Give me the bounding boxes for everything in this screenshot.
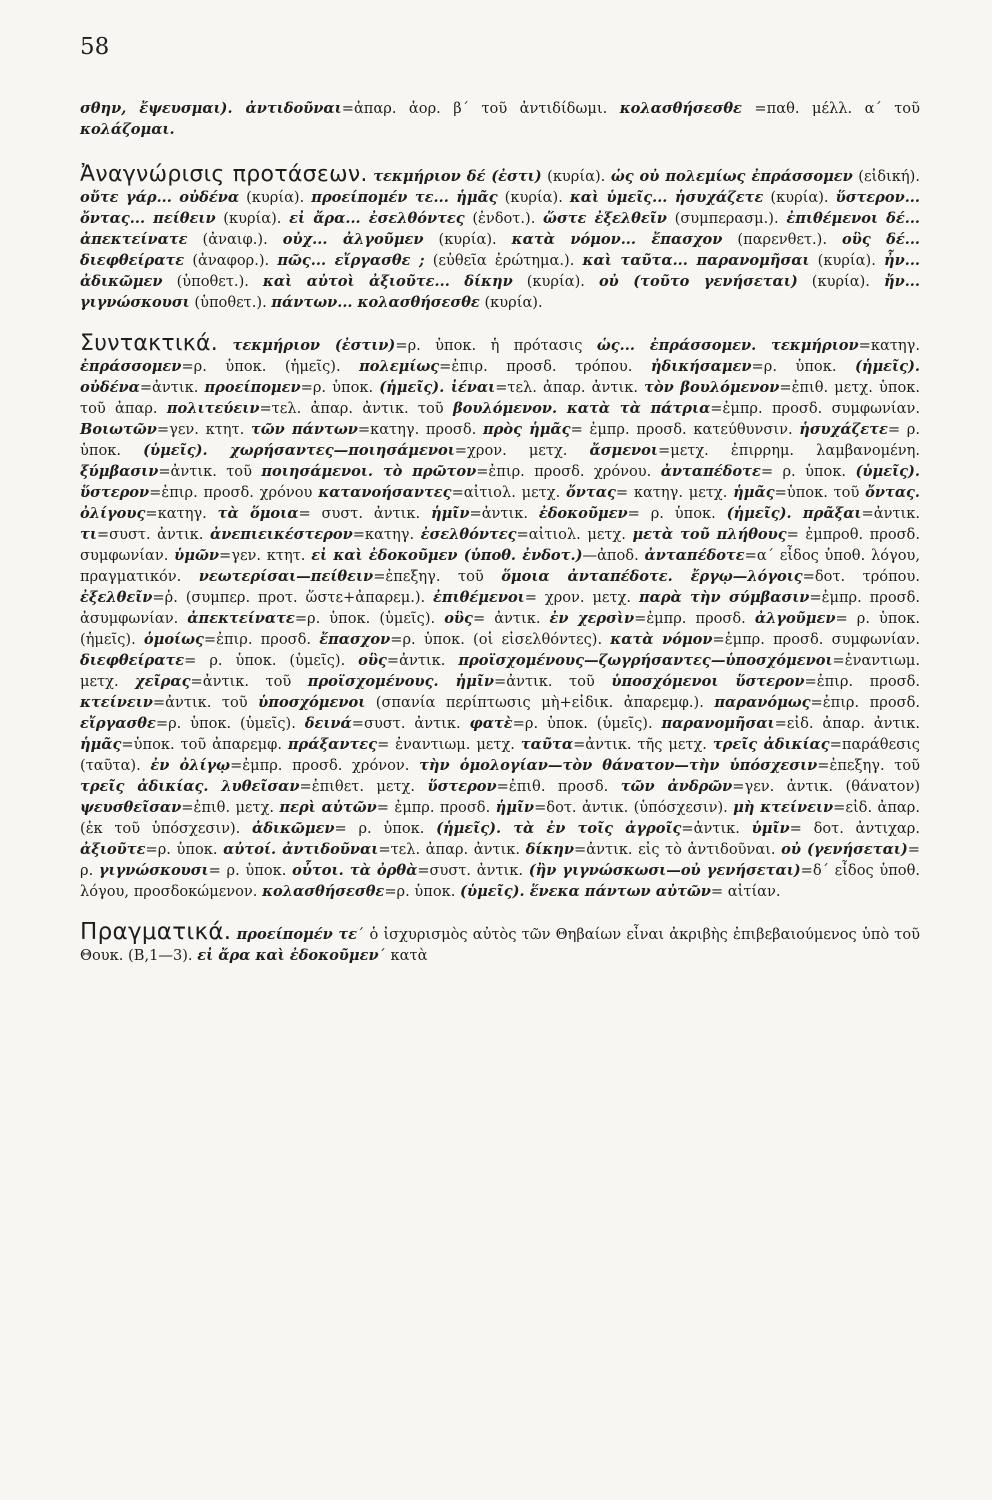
- grammar-note: =ρ. ὑποκ.: [751, 358, 855, 375]
- greek-term: ἐπιθέμενοι δέ... ἀπεκτείνατε: [80, 210, 920, 248]
- grammar-note: = ρ. ὑποκ.: [80, 421, 920, 459]
- grammar-note: =γεν. κτητ.: [219, 547, 312, 564]
- greek-term: ὑποσχόμενοι: [258, 694, 366, 711]
- greek-term: πολεμίως: [359, 358, 440, 375]
- grammar-note: = ἐμπρ. προσδ. κατεύθυνσιν.: [570, 421, 800, 438]
- grammar-note: =ρ. ὑποκ. (ὑμεῖς).: [155, 715, 305, 732]
- grammar-note: =ρ. ὑποκ.: [384, 883, 461, 900]
- grammar-note: =ἀντικ.: [386, 652, 459, 669]
- greek-term: κατὰ νόμον: [610, 631, 713, 648]
- greek-term: καὶ ὑμεῖς... ἡσυχάζετε: [569, 189, 764, 206]
- grammar-note: =ἐμπρ. προσδ. συμφωνίαν.: [710, 400, 920, 417]
- grammar-note: —ἀποδ.: [582, 547, 645, 564]
- grammar-note: (ἀναφορ.).: [184, 252, 278, 269]
- grammar-note: =ῥ. (συμπερ. προτ. ὥστε+ἀπαρεμ.).: [152, 589, 434, 606]
- greek-term: κολασθήσεσθε: [262, 883, 385, 900]
- greek-term: ὑμῖν: [751, 820, 790, 837]
- grammar-note: =αἰτιολ. μετχ.: [451, 484, 567, 501]
- grammar-note: =δοτ. τρόπου.: [802, 568, 920, 585]
- greek-term: ἀξιοῦτε: [80, 841, 146, 858]
- grammar-note: =τελ. ἀπαρ. ἀντικ.: [495, 379, 645, 396]
- greek-term: τρεῖς ἀδικίας. λυθεῖσαν: [80, 778, 300, 795]
- greek-term: οὔτε γάρ... οὐδένα: [80, 189, 240, 206]
- grammar-note: (συμπερασμ.).: [666, 210, 787, 227]
- greek-term: τὰ ὅμοια: [217, 505, 299, 522]
- greek-term: ἔπασχον: [319, 631, 391, 648]
- grammar-note: = αἰτίαν.: [710, 883, 781, 900]
- greek-term: εἰ ἄρα... ἐσελθόντες: [289, 210, 465, 227]
- greek-term: ἀντιδοῦναι: [245, 100, 342, 117]
- greek-term: ὄντας. ὀλίγους: [80, 484, 921, 522]
- greek-term: ἐπιθέμενοι: [433, 589, 525, 606]
- greek-term: πῶς... εἴργασθε ;: [277, 252, 425, 269]
- document-body: [80, 98, 920, 966]
- greek-term: προϊσχομένους. ἡμῖν: [307, 673, 495, 690]
- grammar-note: (παρενθετ.).: [722, 231, 842, 248]
- greek-term: ὕστερον: [427, 778, 497, 795]
- greek-term: οὐ (τοῦτο γενήσεται): [598, 273, 798, 290]
- greek-term: (ἡμεῖς). ἰέναι: [379, 379, 496, 396]
- greek-term: ἐδοκοῦμεν: [538, 505, 628, 522]
- greek-term: τεκμήριον (ἐστιν): [232, 337, 396, 354]
- greek-term: ψευσθεῖσαν: [80, 799, 182, 816]
- grammar-note: =εἰδ. ἀπαρ. ἀντικ.: [774, 715, 921, 732]
- greek-term: ἄσμενοι: [589, 442, 658, 459]
- greek-term: εἰ καὶ ἐδοκοῦμεν (ὑποθ. ἐνδοτ.): [311, 547, 583, 564]
- greek-term: κατὰ νόμον... ἔπασχον: [511, 231, 723, 248]
- section-heading: Ἀναγνώρισις προτάσεων.: [80, 162, 368, 187]
- greek-term: μετὰ τοῦ πλήθους: [632, 526, 787, 543]
- greek-term: πολιτεύειν: [166, 400, 260, 417]
- greek-term: κατανοήσαντες: [318, 484, 452, 501]
- greek-term: προείπομέν τε... ἡμᾶς: [311, 189, 498, 206]
- grammar-note: = συστ. ἀντικ.: [298, 505, 431, 522]
- greek-term: προϊσχομένους: [458, 652, 585, 669]
- greek-term: ὥστε ἐξελθεῖν: [543, 210, 667, 227]
- paragraph-2: [80, 333, 920, 902]
- grammar-note: =ἀντικ. τοῦ: [158, 463, 262, 480]
- grammar-note: =ἀντικ.: [139, 379, 205, 396]
- greek-term: σθην,: [80, 100, 140, 117]
- grammar-note: =συστ. ἀντικ.: [417, 862, 529, 879]
- grammar-note: =εἰδ. ἀπαρ.(ἐκ τοῦ ὑπόσχεσιν).: [80, 799, 920, 837]
- greek-term: κτείνειν: [80, 694, 153, 711]
- grammar-note: (κυρία).: [512, 273, 599, 290]
- greek-term: ὡς οὐ πολεμίως ἐπράσσομεν: [610, 168, 853, 185]
- greek-term: ὡς... ἐπράσσομεν. τεκμήριον: [596, 337, 859, 354]
- grammar-note: =αἰτιολ. μετχ.: [516, 526, 633, 543]
- grammar-note: = ρ. ὑποκ. (ὑμεῖς).: [184, 652, 359, 669]
- greek-term: τι: [80, 526, 97, 543]
- greek-term: ὁμοίως: [143, 631, 204, 648]
- greek-term: τῶν ἀνδρῶν: [620, 778, 733, 795]
- greek-term: ἐσελθόντες: [420, 526, 517, 543]
- grammar-note: =γεν. ἀντικ. (θάνατον): [732, 778, 921, 795]
- grammar-note: =ἀντικ. εἰς τὸ ἀντιδοῦναι.: [574, 841, 782, 858]
- grammar-note: =δ΄ εἶδος ὑποθ. λόγου, προσδοκώμενον.: [80, 862, 921, 900]
- greek-term: (ὑμεῖς). ὕστερον: [80, 463, 921, 501]
- section-heading: Πραγματικά.: [80, 919, 232, 945]
- grammar-note: ΄ ὁ ἰσχυρισμὸς αὐτὸς τῶν Θηβαίων εἶναι ἀκριβὴς ἐπιβεβαιούμενος ὑπὸ τοῦ Θουκ. (Β,1—3).: [80, 926, 921, 964]
- greek-term: ποιησάμενοι. τὸ πρῶτον: [261, 463, 477, 480]
- greek-term: δίκην: [525, 841, 575, 858]
- grammar-note: (ἀναιφ.).: [187, 231, 283, 248]
- greek-term: ἡμᾶς: [733, 484, 775, 501]
- grammar-note: = ρ. ὑποκ.: [334, 820, 437, 837]
- greek-term: Βοιωτῶν: [80, 421, 157, 438]
- greek-term: (ὑμεῖς). χωρήσαντες: [143, 442, 334, 459]
- grammar-note: =ἐμπρ. προσδ. ἀσυμφωνίαν.: [80, 589, 920, 627]
- grammar-note: =ἐπιθ. μετχ.: [181, 799, 280, 816]
- grammar-note: =ἐμπρ. προσδ. συμφωνίαν.: [712, 631, 920, 648]
- greek-term: (ὑμεῖς). ἕνεκα πάντων αὐτῶν: [460, 883, 711, 900]
- greek-term: (ἡμεῖς). πρᾶξαι: [726, 505, 862, 522]
- greek-term: πράξαντες: [287, 736, 378, 753]
- grammar-note: =κατηγ.: [352, 526, 421, 543]
- greek-term: ἀνταπέδοτε: [644, 547, 745, 564]
- grammar-note: =ρ. ὑποκ.: [300, 379, 380, 396]
- grammar-note: (κυρία).: [541, 168, 611, 185]
- grammar-note: =ρ. ὑποκ.: [145, 841, 224, 858]
- grammar-note: (εἰδική).: [852, 168, 920, 185]
- greek-term: τεκμήριον δέ (ἐστι): [373, 168, 542, 185]
- greek-term: ἀνταπέδοτε: [660, 463, 761, 480]
- grammar-note: = ἀντικ.: [472, 610, 550, 627]
- greek-term: —τὸν θάνατον: [547, 757, 675, 774]
- greek-term: ἐξελθεῖν: [80, 589, 153, 606]
- grammar-note: = ἐμπρ. προσδ.: [376, 799, 496, 816]
- greek-term: ἤν... γιγνώσκουσι: [80, 273, 920, 311]
- grammar-note: =ἀντικ. τοῦ: [494, 673, 612, 690]
- greek-term: εἰ ἄρα καὶ ἐδοκοῦμεν: [197, 947, 379, 964]
- greek-term: μὴ κτείνειν: [733, 799, 834, 816]
- grammar-note: =ἐναντιωμ. μετχ.: [80, 652, 920, 690]
- greek-term: ἐν ὀλίγῳ: [150, 757, 231, 774]
- greek-term: —πείθειν: [296, 568, 374, 585]
- grammar-note: =α΄ εἶδος ὑποθ. λόγου, πραγματικόν.: [80, 547, 921, 585]
- grammar-note: =ἐπιρ. προσδ. χρόνου: [149, 484, 319, 501]
- section-heading: Συντακτικά.: [80, 331, 219, 356]
- grammar-note: (σπανία περίπτωσις μὴ+εἰδικ. ἀπαρεμφ.).: [365, 694, 715, 711]
- grammar-note: (κυρία).: [763, 189, 836, 206]
- greek-term: ἀνεπιεικέστερον: [209, 526, 353, 543]
- grammar-note: =ρ. ὑποκ. (ἡμεῖς).: [181, 358, 360, 375]
- greek-term: διεφθείρατε: [80, 652, 185, 669]
- greek-term: δεινά: [304, 715, 352, 732]
- page-number: 58: [80, 34, 110, 60]
- greek-term: κολασθήσεσθε: [619, 100, 742, 117]
- greek-term: τῶν πάντων: [250, 421, 358, 438]
- grammar-note: =ἐπιθ. μετχ. ὑποκ. τοῦ ἀπαρ.: [80, 379, 920, 417]
- grammar-note: =ἐπιρ. προσδ.: [810, 694, 920, 711]
- greek-term: πρὸς ἡμᾶς: [482, 421, 571, 438]
- grammar-note: =ἐπιρ. προσδ. τρόπου.: [439, 358, 651, 375]
- greek-term: ἐν χερσὶν: [549, 610, 635, 627]
- greek-term: τρεῖς ἀδικίας: [712, 736, 830, 753]
- greek-term: ὄντας: [566, 484, 616, 501]
- grammar-note: =ρ. ὑποκ. (ὑμεῖς).: [294, 610, 445, 627]
- greek-term: ὕστερον... ὄντας... πείθειν: [80, 189, 920, 227]
- greek-term: ἀδικῶμεν: [251, 820, 335, 837]
- grammar-note: (κυρία).: [423, 231, 512, 248]
- grammar-note: ΄ κατὰ: [378, 947, 428, 964]
- greek-term: (ἢν γιγνώσκωσι: [528, 862, 667, 879]
- grammar-note: = κατηγ. μετχ.: [615, 484, 734, 501]
- grammar-note: =ὑποκ. τοῦ: [774, 484, 866, 501]
- grammar-note: = ρ.: [80, 841, 921, 879]
- grammar-note: (κυρία).: [797, 273, 884, 290]
- grammar-note: =ἐπιρ. προσδ.: [804, 673, 920, 690]
- greek-term: —λόγοις: [732, 568, 803, 585]
- grammar-note: =χρον. μετχ.: [454, 442, 590, 459]
- greek-term: ἡσυχάζετε: [799, 421, 888, 438]
- grammar-note: =γεν. κτητ.: [156, 421, 251, 438]
- greek-term: ἀπεκτείνατε: [187, 610, 295, 627]
- grammar-note: =ἐπιθ. προσδ.: [496, 778, 621, 795]
- grammar-note: =ὑποκ. τοῦ ἀπαρεμφ.: [121, 736, 288, 753]
- grammar-note: =ἀντικ. τῆς μετχ.: [573, 736, 713, 753]
- grammar-note: =παράθεσις (ταῦτα).: [80, 736, 920, 774]
- grammar-note: = δοτ. ἀντιχαρ.: [789, 820, 920, 837]
- grammar-note: =ἀντικ. τοῦ: [152, 694, 259, 711]
- grammar-note: = ἐναντιωμ. μετχ.: [377, 736, 521, 753]
- greek-term: —ποιησάμενοι: [333, 442, 455, 459]
- paragraph-0: [80, 98, 920, 140]
- grammar-note: =ρ. ὑποκ. (οἱ εἰσελθόντες).: [390, 631, 611, 648]
- greek-term: πάντων... κολασθήσεσθε: [271, 294, 480, 311]
- greek-term: ἔψευσμαι).: [139, 100, 246, 117]
- greek-term: κολάζομαι.: [80, 121, 175, 138]
- grammar-note: (κυρία).: [239, 189, 312, 206]
- greek-term: ταῦτα: [520, 736, 574, 753]
- greek-term: οὓς: [358, 652, 387, 669]
- grammar-note: =ἐπεξηγ. τοῦ: [373, 568, 502, 585]
- grammar-note: =ἀντικ.: [681, 820, 752, 837]
- grammar-note: =ἐπεξηγ. τοῦ: [817, 757, 921, 774]
- grammar-note: =ἀπαρ. ἀορ. β΄ τοῦ ἀντιδίδωμι.: [341, 100, 620, 117]
- grammar-note: =ρ. ὑποκ. ἡ πρότασις: [395, 337, 597, 354]
- grammar-note: (εὐθεῖα ἐρώτημα.).: [424, 252, 583, 269]
- greek-term: τὴν ὁμολογίαν: [419, 757, 548, 774]
- grammar-note: =ρ. ὑποκ. (ὑμεῖς).: [512, 715, 662, 732]
- greek-term: ἡμῖν: [430, 505, 470, 522]
- grammar-note: =ἐπιρ. προσδ. χρόνου.: [476, 463, 661, 480]
- greek-term: καὶ ταῦτα... παρανομῆσαι: [582, 252, 810, 269]
- grammar-note: (κυρία).: [497, 189, 570, 206]
- greek-term: φατὲ: [469, 715, 513, 732]
- grammar-note: = ρ. ὑποκ. (ἡμεῖς).: [80, 610, 920, 648]
- greek-term: οὐχ... ἀλγοῦμεν: [282, 231, 424, 248]
- greek-term: οὐ (γενήσεται): [781, 841, 908, 858]
- greek-term: ἐπράσσομεν: [80, 358, 182, 375]
- greek-term: οὗτοι. τὰ ὀρθὰ: [292, 862, 418, 879]
- greek-term: ξύμβασιν: [80, 463, 159, 480]
- greek-term: (ἡμεῖς).: [436, 820, 514, 837]
- grammar-note: =ἀντικ. τοῦ: [190, 673, 308, 690]
- grammar-note: =συστ. ἀντικ.: [351, 715, 470, 732]
- greek-term: οὓς δέ... διεφθείρατε: [80, 231, 920, 269]
- paragraph-1: [80, 164, 920, 313]
- greek-term: —ζωγρήσαντες: [584, 652, 711, 669]
- grammar-note: =τελ. ἀπαρ. ἀντικ.: [378, 841, 526, 858]
- greek-term: ἦν... ἀδικῶμεν: [80, 252, 920, 290]
- grammar-note: =κατηγ.: [858, 337, 921, 354]
- greek-term: ἠδικήσαμεν: [650, 358, 752, 375]
- greek-term: ὑμῶν: [174, 547, 219, 564]
- grammar-note: (ἐνδοτ.).: [464, 210, 544, 227]
- greek-term: ἀλγοῦμεν: [754, 610, 836, 627]
- greek-term: παρανομῆσαι: [661, 715, 775, 732]
- greek-term: —ὑποσχόμενοι: [710, 652, 833, 669]
- grammar-note: (ὑποθετ.).: [189, 294, 272, 311]
- greek-term: ἡμᾶς: [80, 736, 122, 753]
- grammar-note: =κατηγ.: [145, 505, 218, 522]
- greek-term: τὸν βουλόμενον: [644, 379, 780, 396]
- grammar-note: =ἀντικ.: [861, 505, 920, 522]
- grammar-note: =συστ. ἀντικ.: [96, 526, 210, 543]
- grammar-note: (ὑποθετ.).: [162, 273, 263, 290]
- greek-term: προείπομέν τε: [236, 926, 358, 943]
- grammar-note: =μετχ. ἐπιρρημ. λαμβανομένη.: [657, 442, 920, 459]
- greek-term: αὐτοί. ἀντιδοῦναι: [223, 841, 379, 858]
- grammar-note: (κυρία).: [215, 210, 290, 227]
- grammar-note: (κυρία).: [479, 294, 543, 311]
- grammar-note: =ἐμπρ. προσδ. χρόνον.: [230, 757, 420, 774]
- grammar-note: =παθ. μέλλ. α΄ τοῦ: [741, 100, 920, 117]
- greek-term: χεῖρας: [135, 673, 191, 690]
- grammar-note: (κυρία).: [809, 252, 885, 269]
- grammar-note: =ἀντικ.: [469, 505, 539, 522]
- greek-term: οὓς: [444, 610, 473, 627]
- greek-term: γιγνώσκουσι: [98, 862, 209, 879]
- greek-term: ὅμοια ἀνταπέδοτε. ἔργῳ: [501, 568, 733, 585]
- grammar-note: = ρ. ὑποκ.: [208, 862, 293, 879]
- greek-term: βουλόμενον. κατὰ τὰ πάτρια: [452, 400, 711, 417]
- paragraph-3: [80, 919, 921, 966]
- greek-term: περὶ αὐτῶν: [279, 799, 377, 816]
- greek-term: παρὰ τὴν σύμβασιν: [638, 589, 810, 606]
- grammar-note: = ρ. ὑποκ.: [760, 463, 856, 480]
- grammar-note: = χρον. μετχ.: [524, 589, 639, 606]
- grammar-note: =δοτ. ἀντικ. (ὑπόσχεσιν).: [534, 799, 734, 816]
- grammar-note: =κατηγ. προσδ.: [357, 421, 483, 438]
- greek-term: ἡμῖν: [495, 799, 535, 816]
- greek-term: —οὐ γενήσεται): [666, 862, 801, 879]
- grammar-note: =τελ. ἀπαρ. ἀντικ. τοῦ: [259, 400, 453, 417]
- grammar-note: =ἐμπρ. προσδ.: [634, 610, 755, 627]
- greek-term: (ἡμεῖς). οὐδένα: [80, 358, 920, 396]
- greek-term: εἴργασθε: [80, 715, 156, 732]
- greek-term: νεωτερίσαι: [198, 568, 297, 585]
- greek-term: καὶ αὐτοὶ ἀξιοῦτε... δίκην: [262, 273, 513, 290]
- greek-term: τὰ ἐν τοῖς ἀγροῖς: [513, 820, 682, 837]
- grammar-note: = ρ. ὑποκ.: [627, 505, 727, 522]
- greek-term: προείπομεν: [204, 379, 301, 396]
- greek-term: —τὴν ὑπόσχεσιν: [674, 757, 818, 774]
- grammar-note: = ἐμπροθ. προσδ. συμφωνίαν.: [80, 526, 920, 564]
- greek-term: ὑποσχόμενοι ὕστερον: [611, 673, 805, 690]
- greek-term: παρανόμως: [714, 694, 811, 711]
- grammar-note: =ἐπιθετ. μετχ.: [299, 778, 428, 795]
- grammar-note: =ἐπιρ. προσδ.: [203, 631, 320, 648]
